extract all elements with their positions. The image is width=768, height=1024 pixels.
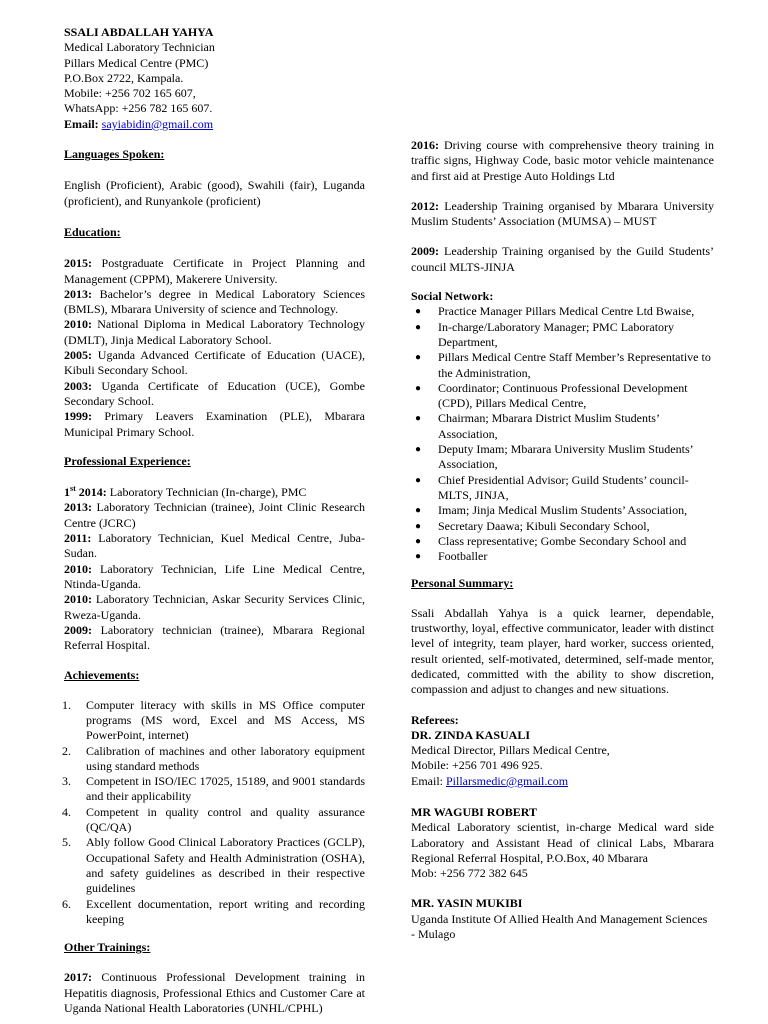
list-item	[411, 549, 714, 564]
bullet-icon: ●	[415, 382, 422, 394]
entry-year: 2014:	[78, 485, 107, 500]
referee-name: DR. ZINDA KASUALI	[411, 727, 531, 742]
item-number: 1.	[62, 697, 71, 712]
item-number: 2.	[62, 743, 71, 758]
candidate-name: SSALI ABDALLAH YAHYA	[64, 25, 214, 39]
bullet-icon: ●	[415, 413, 422, 425]
referee-3	[411, 896, 714, 942]
experience-list	[64, 485, 365, 653]
education-entry	[64, 317, 365, 348]
languages-heading: Languages Spoken:	[64, 147, 165, 162]
referees-heading: Referees:	[411, 712, 459, 727]
item-text: Competent in quality control and quality assurance (QC/QA)	[86, 804, 365, 835]
bullet-icon: ●	[415, 444, 422, 456]
social-list	[411, 304, 714, 564]
item-text: Imam; Jinja Medical Muslim Students’ Association,	[438, 503, 688, 518]
item-text: Excellent documentation, report writing and recording keeping	[86, 896, 365, 926]
item-text: Chief Presidential Advisor; Guild Students’ council-MLTS, JINJA,	[438, 472, 689, 502]
item-text: Secretary Daawa; Kibuli Secondary School,	[438, 518, 650, 533]
entry-year: 2010:	[64, 592, 92, 607]
referee-1	[411, 728, 714, 789]
training-entry	[411, 199, 714, 230]
achievements-heading: Achievements:	[64, 668, 140, 683]
entry-year: 2011:	[64, 531, 92, 546]
trainings-heading: Other Trainings:	[64, 940, 151, 955]
item-number: 3.	[62, 774, 71, 789]
list-item	[411, 519, 714, 534]
entry-year: 2009:	[64, 622, 92, 637]
entry-year: 2016:	[411, 138, 439, 152]
education-entry	[64, 379, 365, 410]
entry-text: Laboratory Technician, Askar Security Services Clinic, Rweza-Uganda.	[64, 592, 366, 622]
contact-block	[64, 25, 365, 132]
achievements-list	[64, 698, 365, 927]
summary-heading: Personal Summary:	[411, 576, 514, 591]
entry-text: National Diploma in Medical Laboratory Technology (DMLT), Jinja Medical Laboratory School.	[64, 317, 365, 347]
contact-line: WhatsApp: +256 782 165 607.	[64, 101, 213, 116]
referee-line: Medical Director, Pillars Medical Centre,	[411, 743, 610, 758]
entry-year-sup: st	[70, 484, 76, 494]
contact-line: Medical Laboratory Technician	[64, 40, 215, 55]
item-number: 6.	[62, 896, 71, 911]
list-item	[411, 320, 714, 351]
bullet-icon: ●	[415, 306, 422, 318]
item-text: Coordinator; Continuous Professional Development (CPD), Pillars Medical Centre,	[438, 380, 688, 411]
entry-year: 2012:	[411, 198, 439, 213]
summary-text: Ssali Abdallah Yahya is a quick learner, dependable, trustworthy, loyal, effective communicator, leader with distinct level of integrity, team player, hard worker, success oriented, result oriented, self-motivated, determined, self-made mentor, dedicated, committed with the ability to show discretion, compassion and adjust to changes and new situations.	[411, 605, 714, 697]
entry-text: Bachelor’s degree in Medical Laboratory Sciences (BMLS), Mbarara University of science and Technology.	[64, 286, 366, 317]
entry-year: 2017:	[64, 970, 92, 985]
entry-year: 2013:	[64, 286, 92, 301]
email-line	[64, 117, 365, 132]
contact-line: Pillars Medical Centre (PMC)	[64, 55, 209, 70]
list-item	[411, 304, 714, 319]
experience-entry	[64, 562, 365, 593]
entry-text: Primary Leavers Examination (PLE), Mbarara Municipal Primary School.	[64, 409, 366, 439]
entry-text: Continuous Professional Development training in Hepatitis diagnosis, Professional Ethics and Customer Care at Uganda National Health Laboratories (UNHL/CPHL)	[64, 970, 365, 1016]
entry-year: 2009:	[411, 244, 439, 259]
referee-text: Uganda Institute Of Allied Health And Management Sciences - Mulago	[411, 911, 708, 942]
referee-line: Mobile: +256 701 496 925.	[411, 758, 543, 773]
referee-text: Medical Laboratory scientist, in-charge Medical ward side Laboratory and Assistant Head of clinical Labs, Mbarara Regional Referral Hospital, P.O.Box, 40 Mbarara	[411, 820, 714, 865]
item-text: In-charge/Laboratory Manager; PMC Laboratory Department,	[438, 319, 675, 349]
right-column	[411, 138, 714, 942]
entry-text: Laboratory Technician (trainee), Joint Clinic Research Centre (JCRC)	[64, 500, 365, 530]
list-item	[62, 804, 365, 836]
entry-year-prefix: 1	[64, 485, 70, 500]
list-item	[411, 503, 714, 518]
list-item	[411, 442, 714, 473]
list-item	[62, 835, 365, 896]
entry-text: Uganda Certificate of Education (UCE), Gombe Secondary School.	[64, 378, 366, 408]
list-item	[411, 411, 714, 442]
item-number: 5.	[62, 835, 71, 850]
entry-year: 2010:	[64, 561, 92, 576]
entry-text: Driving course with comprehensive theory training in traffic signs, Highway Code, basic motor vehicle maintenance and first aid at Prestige Auto Holdings Ltd	[411, 138, 715, 183]
education-entry	[64, 287, 365, 318]
experience-entry	[64, 485, 365, 500]
list-item	[411, 381, 714, 412]
item-text: Computer literacy with skills in MS Office computer programs (MS word, Excel and MS Access, MS PowerPoint, internet)	[86, 697, 365, 743]
social-heading: Social Network:	[411, 289, 494, 304]
list-item	[62, 896, 365, 928]
bullet-icon: ●	[415, 505, 422, 517]
email-link[interactable]: sayiabidin@gmail.com	[101, 116, 214, 131]
contact-line: P.O.Box 2722, Kampala.	[64, 70, 184, 85]
entry-year: 2013:	[64, 500, 92, 515]
entry-text: Uganda Advanced Certificate of Education (UACE), Kibuli Secondary School.	[64, 348, 365, 378]
list-item	[62, 743, 365, 775]
entry-text: Laboratory Technician, Life Line Medical Centre, Ntinda-Uganda.	[64, 561, 365, 591]
experience-entry	[64, 592, 365, 623]
training-entry	[411, 244, 714, 275]
referee-email-link[interactable]: Pillarsmedic@gmail.com	[446, 773, 569, 788]
email-label: Email:	[411, 773, 443, 788]
entry-text: Leadership Training organised by the Guild Students’ council MLTS-JINJA	[411, 244, 715, 274]
referee-email-line	[411, 774, 714, 789]
list-item	[411, 350, 714, 381]
item-text: Class representative; Gombe Secondary School and	[438, 533, 687, 548]
education-entry	[64, 348, 365, 379]
training-entry	[64, 970, 365, 1016]
education-list	[64, 256, 365, 440]
left-column	[64, 25, 365, 1016]
education-heading: Education:	[64, 224, 121, 239]
list-item	[62, 774, 365, 805]
bullet-icon: ●	[415, 474, 422, 486]
entry-text: Laboratory Technician (In-charge), PMC	[109, 485, 307, 500]
education-entry	[64, 256, 365, 287]
experience-entry	[64, 623, 365, 654]
item-text: Ably follow Good Clinical Laboratory Practices (GCLP), Occupational Safety and Health Administration (OSHA), and safety guidelines as described in their respective guidelines	[86, 835, 365, 896]
item-text: Pillars Medical Centre Staff Member’s Representative to the Administration,	[438, 350, 711, 380]
entry-year: 2010:	[64, 317, 92, 332]
bullet-icon: ●	[415, 551, 422, 563]
bullet-icon: ●	[415, 535, 422, 547]
experience-heading: Professional Experience:	[64, 453, 191, 468]
entry-text: Laboratory Technician, Kuel Medical Centre, Juba-Sudan.	[64, 531, 366, 561]
list-item	[411, 473, 714, 504]
list-item	[62, 697, 365, 744]
item-number: 4.	[62, 804, 71, 819]
item-text: Competent in ISO/IEC 17025, 15189, and 9001 standards and their applicability	[86, 774, 365, 804]
entry-year: 1999:	[64, 409, 92, 424]
referee-mobile: Mob: +256 772 382 645	[411, 866, 528, 881]
item-text: Deputy Imam; Mbarara University Muslim Students’ Association,	[438, 442, 693, 472]
referee-2	[411, 805, 714, 881]
bullet-icon: ●	[415, 321, 422, 333]
bullet-icon: ●	[415, 352, 422, 364]
languages-text: English (Proficient), Arabic (good), Swahili (fair), Luganda (proficient), and Runyankole (proficient)	[64, 178, 365, 208]
contact-line: Mobile: +256 702 165 607,	[64, 86, 196, 101]
experience-entry	[64, 531, 365, 562]
item-text: Practice Manager Pillars Medical Centre Ltd Bwaise,	[438, 304, 695, 319]
entry-year: 2003:	[64, 378, 92, 393]
item-text: Footballer	[438, 549, 488, 564]
entry-text: Laboratory technician (trainee), Mbarara Regional Referral Hospital.	[64, 622, 366, 653]
referee-name: MR WAGUBI ROBERT	[411, 804, 538, 819]
entry-text: Leadership Training organised by Mbarara University Muslim Students’ Association (MUMSA) – MUST	[411, 198, 714, 229]
item-text: Calibration of machines and other laboratory equipment using standard methods	[86, 743, 365, 773]
bullet-icon: ●	[415, 520, 422, 532]
entry-text: Postgraduate Certificate in Project Planning and Management (CPPM), Makerere University.	[64, 256, 365, 286]
list-item	[411, 534, 714, 549]
training-entry	[411, 138, 714, 184]
referee-name: MR. YASIN MUKIBI	[411, 896, 523, 911]
item-text: Chairman; Mbarara District Muslim Students’ Association,	[438, 411, 660, 441]
education-entry	[64, 409, 365, 440]
experience-entry	[64, 500, 365, 531]
entry-year: 2005:	[64, 348, 92, 363]
entry-year: 2015:	[64, 256, 92, 271]
email-label: Email:	[64, 116, 99, 131]
